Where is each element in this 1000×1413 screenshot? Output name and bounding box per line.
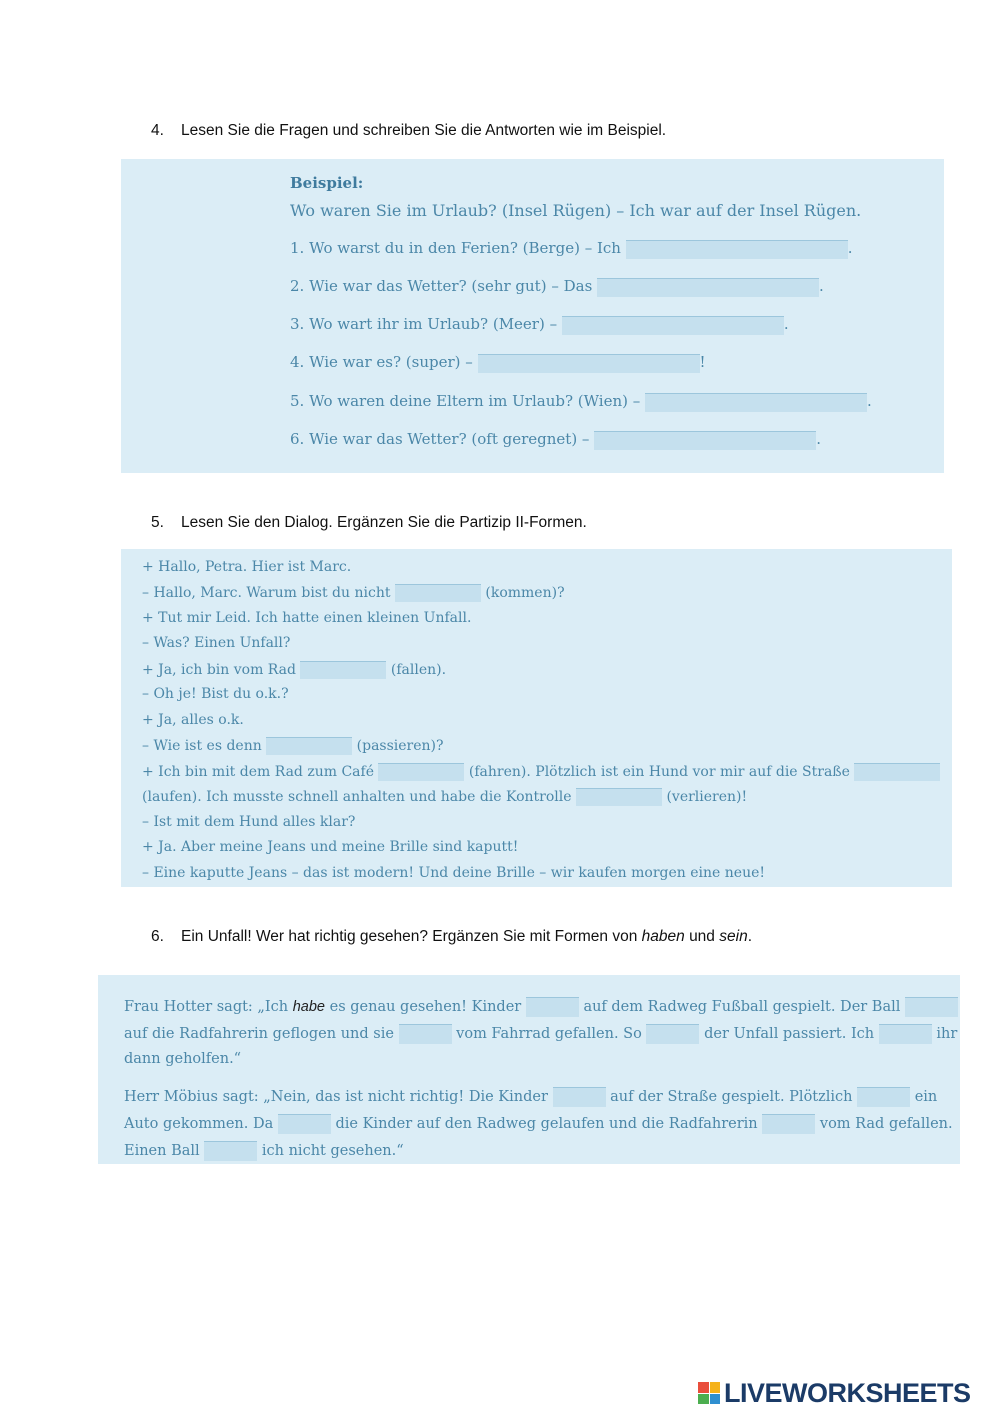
hotter-line-3: dann geholfen.“ bbox=[124, 1051, 242, 1067]
logo-icon-square-blue bbox=[710, 1394, 721, 1405]
item-1-end: . bbox=[847, 239, 853, 257]
item-4-end: ! bbox=[699, 353, 706, 371]
hotter-text-g: ihr bbox=[936, 1026, 958, 1042]
moebius-gap-1[interactable] bbox=[553, 1087, 606, 1107]
dialog-line-1: + Hallo, Petra. Hier ist Marc. bbox=[142, 559, 352, 575]
dialog-line-10 bbox=[142, 788, 747, 806]
participle-fahren-field[interactable] bbox=[378, 763, 464, 781]
example-habe: habe bbox=[292, 999, 325, 1015]
item-4-question: 4. Wie war es? (super) – bbox=[290, 353, 473, 371]
item-6-question: 6. Wie war das Wetter? (oft geregnet) – bbox=[290, 430, 590, 448]
dialog-line-5-end: (fallen). bbox=[390, 662, 447, 678]
hotter-text-e: vom Fahrrad gefallen. So bbox=[456, 1026, 642, 1042]
dialog-line-13: – Eine kaputte Jeans – das ist modern! Und deine Brille – wir kaufen morgen eine neue! bbox=[142, 865, 765, 881]
moebius-text-f: vom Rad gefallen. bbox=[819, 1116, 953, 1132]
moebius-text-h: ich nicht gesehen.“ bbox=[261, 1143, 404, 1159]
participle-verlieren-field[interactable] bbox=[576, 788, 662, 806]
logo-icon-square-yellow bbox=[710, 1382, 721, 1393]
exercise-4-instruction: Lesen Sie die Fragen und schreiben Sie die Antworten wie im Beispiel. bbox=[181, 122, 667, 139]
answer-3-field[interactable] bbox=[562, 316, 784, 335]
example-text: Wo waren Sie im Urlaub? (Insel Rügen) – Ich war auf der Insel Rügen. bbox=[290, 201, 862, 220]
moebius-text-d: Auto gekommen. Da bbox=[124, 1116, 274, 1132]
exercise-5-number: 5. bbox=[151, 514, 164, 531]
logo-icon-square-green bbox=[698, 1394, 709, 1405]
hotter-gap-1[interactable] bbox=[526, 997, 579, 1017]
dialog-line-9 bbox=[142, 763, 940, 781]
item-2-end: . bbox=[819, 277, 824, 295]
moebius-text-b: auf der Straße gespielt. Plötzlich bbox=[610, 1089, 853, 1105]
exercise-4-item-3 bbox=[290, 315, 789, 335]
exercise-6-instruction: Ein Unfall! Wer hat richtig gesehen? Ergänzen Sie mit Formen von bbox=[181, 928, 638, 945]
exercise-4-box bbox=[121, 159, 944, 473]
dialog-line-9-start: + Ich bin mit dem Rad zum Café bbox=[142, 764, 374, 780]
moebius-text-g: Einen Ball bbox=[124, 1143, 200, 1159]
moebius-line-2 bbox=[124, 1114, 953, 1134]
dialog-line-10-end: (verlieren)! bbox=[666, 789, 748, 805]
liveworksheets-logo[interactable] bbox=[698, 1378, 971, 1408]
item-1-question: 1. Wo warst du in den Ferien? (Berge) – Ich bbox=[290, 239, 621, 257]
dialog-line-8-end: (passieren)? bbox=[356, 738, 444, 754]
exercise-5-instruction: Lesen Sie den Dialog. Ergänzen Sie die Partizip II-Formen. bbox=[181, 514, 587, 531]
hotter-line-1 bbox=[124, 997, 958, 1017]
answer-2-field[interactable] bbox=[597, 278, 819, 297]
dialog-line-4: – Was? Einen Unfall? bbox=[142, 635, 291, 651]
item-3-question: 3. Wo wart ihr im Urlaub? (Meer) – bbox=[290, 315, 558, 333]
instruction-end: . bbox=[747, 928, 752, 945]
dialog-line-8-start: – Wie ist es denn bbox=[142, 738, 262, 754]
word-sein: sein bbox=[719, 928, 748, 945]
moebius-line-1 bbox=[124, 1087, 937, 1107]
answer-4-field[interactable] bbox=[478, 354, 700, 373]
item-6-end: . bbox=[816, 430, 821, 448]
logo-icon-square-red bbox=[698, 1382, 709, 1393]
moebius-gap-4[interactable] bbox=[762, 1114, 815, 1134]
answer-1-field[interactable] bbox=[626, 240, 848, 259]
word-und: und bbox=[689, 928, 715, 945]
exercise-4-item-4 bbox=[290, 353, 706, 373]
exercise-6-number: 6. bbox=[151, 928, 164, 945]
exercise-4-item-6 bbox=[290, 430, 821, 450]
exercise-4-item-2 bbox=[290, 277, 824, 297]
hotter-gap-3[interactable] bbox=[399, 1024, 452, 1044]
hotter-line-2 bbox=[124, 1024, 957, 1044]
exercise-4-item-5 bbox=[290, 392, 872, 412]
hotter-text-c: auf dem Radweg Fußball gespielt. Der Ball bbox=[583, 999, 901, 1015]
hotter-text-a: Frau Hotter sagt: „Ich bbox=[124, 999, 289, 1015]
dialog-line-10-start: (laufen). Ich musste schnell anhalten und habe die Kontrolle bbox=[142, 789, 572, 805]
participle-laufen-field[interactable] bbox=[854, 763, 940, 781]
item-5-question: 5. Wo waren deine Eltern im Urlaub? (Wien) – bbox=[290, 392, 641, 410]
moebius-text-c: ein bbox=[914, 1089, 938, 1105]
item-2-question: 2. Wie war das Wetter? (sehr gut) – Das bbox=[290, 277, 593, 295]
hotter-gap-2[interactable] bbox=[905, 997, 958, 1017]
exercise-4-number: 4. bbox=[151, 122, 164, 139]
dialog-line-8 bbox=[142, 737, 444, 755]
dialog-line-2-end: (kommen)? bbox=[485, 585, 565, 601]
exercise-6-heading bbox=[151, 928, 752, 946]
hotter-gap-4[interactable] bbox=[646, 1024, 699, 1044]
item-3-end: . bbox=[783, 315, 789, 333]
dialog-line-3: + Tut mir Leid. Ich hatte einen kleinen Unfall. bbox=[142, 610, 472, 626]
moebius-gap-3[interactable] bbox=[278, 1114, 331, 1134]
dialog-line-11: – Ist mit dem Hund alles klar? bbox=[142, 814, 356, 830]
dialog-line-12: + Ja. Aber meine Jeans und meine Brille sind kaputt! bbox=[142, 839, 519, 855]
hotter-text-f: der Unfall passiert. Ich bbox=[704, 1026, 875, 1042]
dialog-line-2-start: – Hallo, Marc. Warum bist du nicht bbox=[142, 585, 391, 601]
liveworksheets-logo-icon bbox=[698, 1382, 720, 1404]
hotter-text-b: es genau gesehen! Kinder bbox=[329, 999, 522, 1015]
participle-kommen-field[interactable] bbox=[395, 584, 481, 602]
moebius-gap-5[interactable] bbox=[204, 1141, 257, 1161]
answer-5-field[interactable] bbox=[645, 393, 867, 412]
answer-6-field[interactable] bbox=[594, 431, 816, 450]
moebius-gap-2[interactable] bbox=[857, 1087, 910, 1107]
moebius-line-3 bbox=[124, 1141, 404, 1161]
exercise-4-heading bbox=[151, 122, 666, 140]
dialog-line-2 bbox=[142, 584, 565, 602]
dialog-line-9-middle: (fahren). Plötzlich ist ein Hund vor mir auf die Straße bbox=[468, 764, 850, 780]
participle-passieren-field[interactable] bbox=[266, 737, 352, 755]
dialog-line-6: – Oh je! Bist du o.k.? bbox=[142, 686, 289, 702]
hotter-gap-5[interactable] bbox=[879, 1024, 932, 1044]
hotter-text-d: auf die Radfahrerin geflogen und sie bbox=[124, 1026, 394, 1042]
exercise-5-heading bbox=[151, 514, 587, 532]
participle-fallen-field[interactable] bbox=[300, 661, 386, 679]
item-5-end: . bbox=[867, 392, 872, 410]
word-haben: haben bbox=[641, 928, 685, 945]
dialog-line-5 bbox=[142, 661, 446, 679]
exercise-4-item-1 bbox=[290, 239, 853, 259]
moebius-text-a: Herr Möbius sagt: „Nein, das ist nicht richtig! Die Kinder bbox=[124, 1089, 548, 1105]
liveworksheets-logo-text: LIVEWORKSHEETS bbox=[724, 1377, 971, 1408]
dialog-line-7: + Ja, alles o.k. bbox=[142, 712, 244, 728]
moebius-text-e: die Kinder auf den Radweg gelaufen und die Radfahrerin bbox=[335, 1116, 758, 1132]
example-label: Beispiel: bbox=[290, 174, 364, 192]
dialog-line-5-start: + Ja, ich bin vom Rad bbox=[142, 662, 296, 678]
